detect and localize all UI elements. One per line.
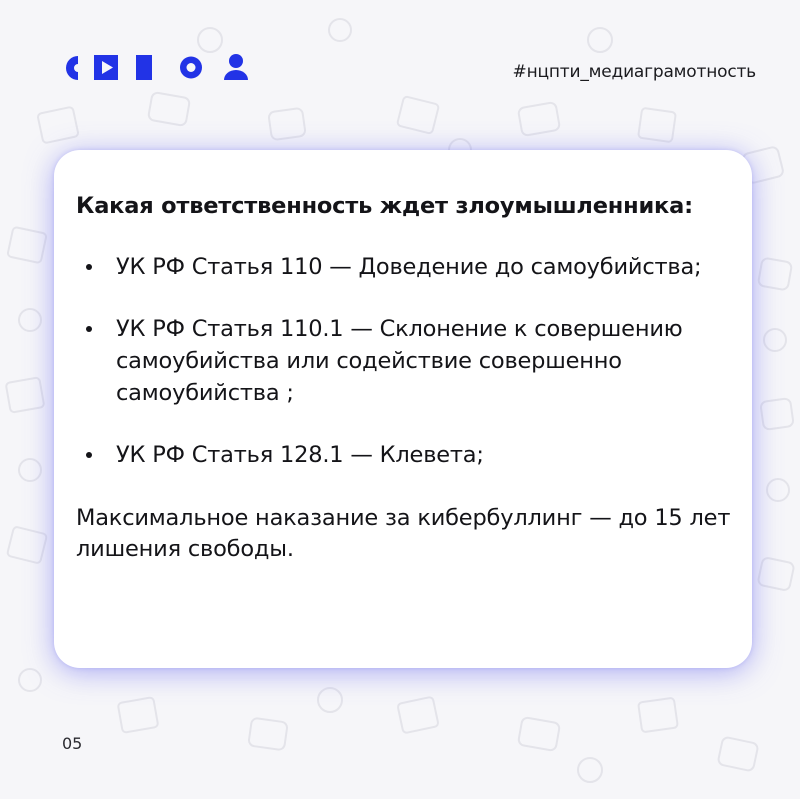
pattern-chat-icon bbox=[758, 258, 792, 291]
pattern-heart-icon bbox=[19, 309, 41, 331]
list-item bbox=[76, 439, 736, 471]
pattern-chat-icon bbox=[757, 557, 794, 591]
pattern-heart-icon bbox=[19, 459, 41, 481]
pattern-heart-icon bbox=[19, 669, 41, 691]
pattern-heart-icon bbox=[588, 28, 612, 52]
hashtag-label: #нцпти_медиаграмотность bbox=[512, 62, 756, 82]
card-title: Какая ответственность ждет злоумышленника: bbox=[76, 193, 693, 219]
pattern-thumb-icon bbox=[6, 377, 45, 412]
content-card bbox=[54, 150, 752, 668]
card-content bbox=[76, 190, 736, 565]
page-number: 05 bbox=[62, 734, 83, 753]
list-item bbox=[76, 251, 736, 283]
pattern-heart-icon bbox=[198, 28, 222, 52]
pattern-chat-icon bbox=[148, 92, 190, 126]
bullet-dot-icon bbox=[86, 452, 92, 458]
logo-person-body-icon bbox=[224, 70, 248, 80]
pattern-chat-icon bbox=[268, 108, 306, 140]
penalty-list bbox=[76, 251, 736, 471]
list-item-text: УК РФ Статья 110.1 — Склонение к совершению самоубийства или содействие совершенно самоубийства ; bbox=[116, 316, 683, 406]
pattern-thumb-icon bbox=[638, 698, 678, 733]
pattern-thumb-icon bbox=[397, 96, 439, 134]
card-footer-text: Максимальное наказание за кибербуллинг — до 15 лет лишения свободы. bbox=[76, 505, 731, 562]
pattern-heart-icon bbox=[578, 758, 602, 782]
pattern-chat-icon bbox=[248, 718, 288, 751]
logo-person-head-icon bbox=[229, 54, 243, 68]
logo-play-icon bbox=[94, 55, 118, 80]
pattern-heart-icon bbox=[329, 19, 351, 41]
pattern-thumb-icon bbox=[118, 697, 159, 733]
bullet-dot-icon bbox=[86, 326, 92, 332]
pattern-thumb-icon bbox=[7, 227, 46, 263]
pattern-heart-icon bbox=[767, 479, 789, 501]
list-item-text: УК РФ Статья 128.1 — Клевета; bbox=[116, 442, 484, 468]
pattern-chat-icon bbox=[760, 398, 794, 430]
list-item bbox=[76, 313, 736, 409]
pattern-chat-icon bbox=[518, 717, 560, 751]
list-item-text: УК РФ Статья 110 — Доведение до самоубийства; bbox=[116, 254, 702, 280]
pattern-chat-icon bbox=[518, 102, 560, 136]
bullet-dot-icon bbox=[86, 264, 92, 270]
pattern-thumb-icon bbox=[397, 697, 438, 734]
pattern-thumb-icon bbox=[37, 107, 78, 144]
ncpti-logo bbox=[52, 52, 262, 82]
pattern-heart-icon bbox=[318, 688, 342, 712]
logo-semicircle-icon bbox=[66, 56, 78, 80]
pattern-thumb-icon bbox=[638, 108, 676, 142]
pattern-heart-icon bbox=[764, 329, 786, 351]
pattern-chat-icon bbox=[717, 737, 758, 772]
pattern-thumb-icon bbox=[7, 526, 47, 563]
